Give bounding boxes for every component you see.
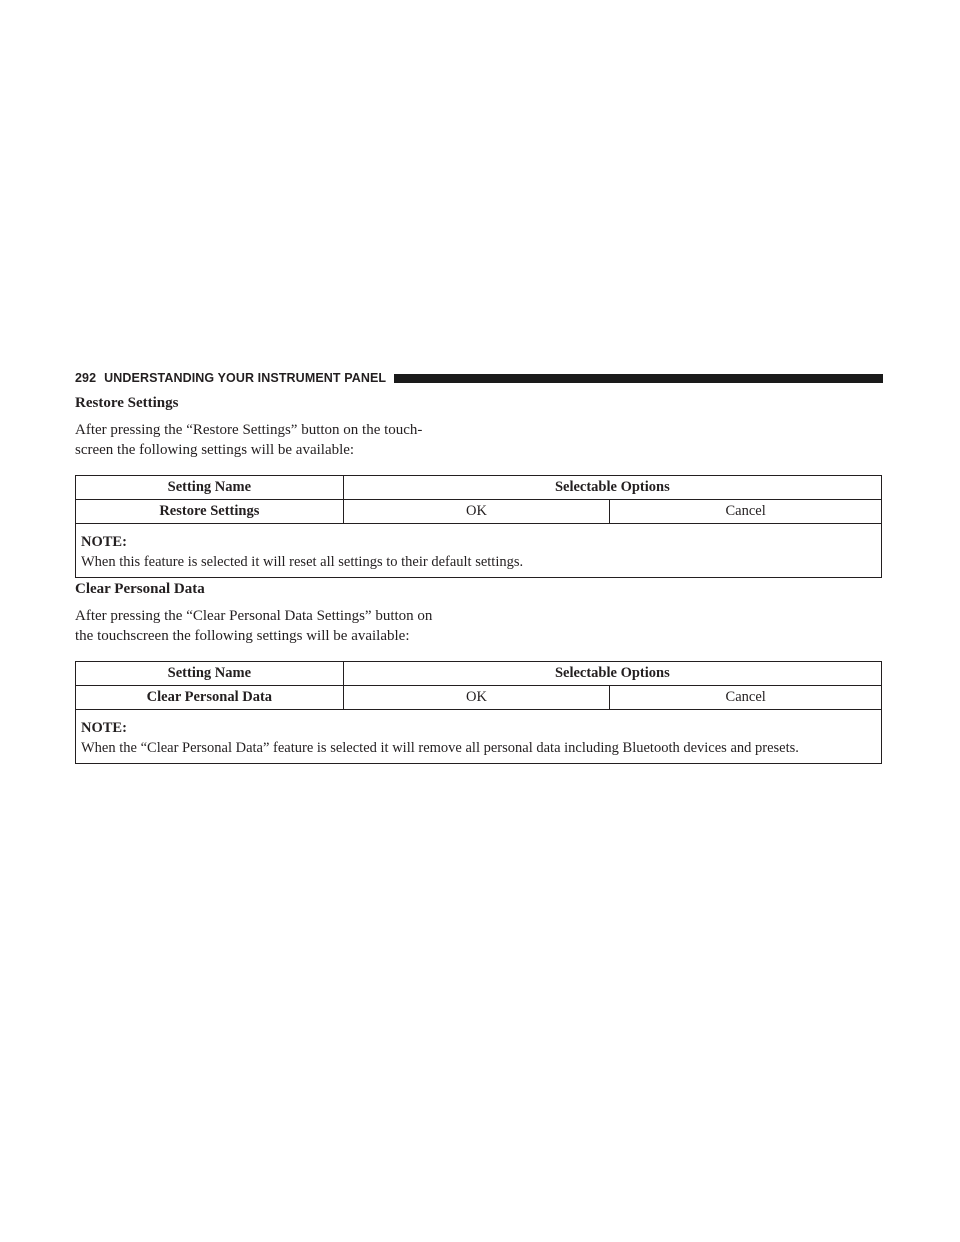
- setting-name-cell: Clear Personal Data: [76, 686, 344, 710]
- clear-intro-line-2: the touchscreen the following settings will be available:: [75, 628, 410, 644]
- note-label: NOTE:: [81, 720, 127, 736]
- section-title: UNDERSTANDING YOUR INSTRUMENT PANEL: [104, 371, 387, 385]
- table-row: [76, 686, 882, 710]
- restore-intro-line-1: After pressing the “Restore Settings” button on the touch-: [75, 422, 423, 438]
- setting-name-cell: Restore Settings: [76, 500, 344, 524]
- restore-settings-intro: [75, 420, 495, 460]
- option-cancel-cell: Cancel: [610, 500, 882, 524]
- restore-intro-line-2: screen the following settings will be available:: [75, 442, 355, 458]
- note-label: NOTE:: [81, 534, 127, 550]
- table-header-row: [76, 662, 882, 686]
- option-ok-cell: OK: [343, 686, 610, 710]
- option-ok-cell: OK: [343, 500, 610, 524]
- column-header-setting-name: Setting Name: [76, 662, 344, 686]
- column-header-selectable-options: Selectable Options: [343, 476, 881, 500]
- note-text: When the “Clear Personal Data” feature is selected it will remove all personal data including Bluetooth devices and presets.: [81, 740, 799, 756]
- clear-personal-data-intro: [75, 606, 495, 646]
- note-cell: [76, 710, 882, 764]
- table-note-row: [76, 710, 882, 764]
- column-header-setting-name: Setting Name: [76, 476, 344, 500]
- restore-settings-heading: Restore Settings: [75, 395, 179, 411]
- page-header: [75, 369, 883, 387]
- clear-intro-line-1: After pressing the “Clear Personal Data Settings” button on: [75, 608, 433, 624]
- table-note-row: [76, 524, 882, 578]
- note-cell: [76, 524, 882, 578]
- restore-settings-table: [75, 475, 882, 578]
- column-header-selectable-options: Selectable Options: [343, 662, 881, 686]
- option-cancel-cell: Cancel: [610, 686, 882, 710]
- table-header-row: [76, 476, 882, 500]
- clear-personal-data-heading: Clear Personal Data: [75, 581, 205, 597]
- note-text: When this feature is selected it will reset all settings to their default settings.: [81, 554, 524, 570]
- clear-personal-data-table: [75, 661, 882, 764]
- header-rule: [394, 374, 883, 383]
- page-number: 292: [75, 371, 97, 385]
- table-row: [76, 500, 882, 524]
